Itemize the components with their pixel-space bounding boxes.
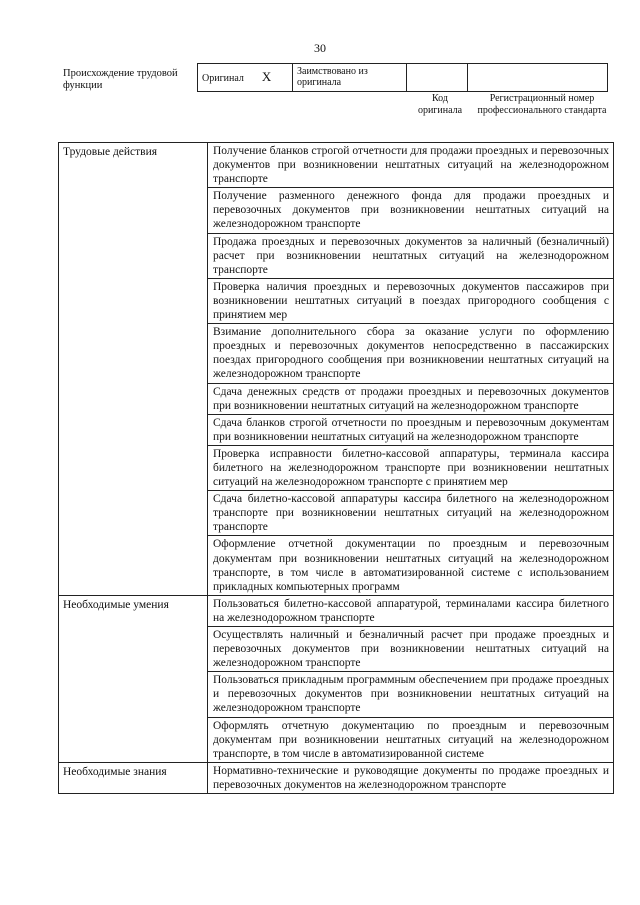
section-item: Осуществлять наличный и безналичный расчет при продаже проездных и перевозочных документов при возникновении нештатных ситуаций на железнодорожном транспорте [208,627,614,672]
page-number: 30 [314,41,326,55]
origin-original-mark: X [261,69,272,84]
origin-original-cell [198,64,293,92]
origin-code-caption: Код оригинала [417,93,463,116]
origin-table [197,63,608,92]
origin-label: Происхождение трудовой функции [63,68,178,91]
section-item: Взимание дополнительного сбора за оказание услуги по оформлению проездных и перевозочных документов непосредственно в пассажирских поездах пригородного сообщения при возникновении нештатных ситуаций на железнодорожном транспорте [208,324,614,383]
origin-regnum-cell [468,64,608,92]
section-item: Продажа проездных и перевозочных документов за наличный (безналичный) расчет при возникновении нештатных ситуаций на железнодорожном транспорте [208,233,614,278]
section-item: Оформление отчетной документации по проездным и перевозочным документам при возникновении нештатных ситуаций на железнодорожном транспорте, в том числе в автоматизированной системе с использованием прикладных компьютерных программ [208,536,614,595]
section-item: Получение бланков строгой отчетности для продажи проездных и перевозочных документов при возникновении нештатных ситуаций на железнодорожном транспорте [208,143,614,188]
function-table-body [59,143,614,794]
table-row [59,595,614,626]
section-item: Оформлять отчетную документацию по проездным и перевозочным документам при возникновении нештатных ситуаций на железнодорожном транспорте, в том числе в автоматизированной системе [208,717,614,762]
function-table [58,142,614,794]
table-row [59,762,614,793]
section-item: Проверка исправности билетно-кассовой аппаратуры, терминала кассира билетного на железнодорожном транспорте при возникновении нештатных ситуаций на железнодорожном транспорте с принятием мер [208,445,614,490]
section-item: Получение разменного денежного фонда для продажи проездных и перевозочных документов при возникновении нештатных ситуаций на железнодорожном транспорте [208,188,614,233]
origin-code-cell [407,64,468,92]
section-label: Необходимые умения [59,595,208,762]
section-item: Пользоваться билетно-кассовой аппаратурой, терминалами кассира билетного на железнодорожном транспорте [208,595,614,626]
origin-original-label: Оригинал [202,73,244,84]
origin-borrowed-cell: Заимствовано из оригинала [293,64,407,92]
origin-regnum-caption: Регистрационный номер профессионального стандарта [477,93,607,116]
section-item: Проверка наличия проездных и перевозочных документов пассажиров при возникновении нештатных ситуаций в поездах пригородного сообщения с принятием мер [208,278,614,323]
table-row [59,143,614,188]
section-item: Сдача денежных средств от продажи проездных и перевозочных документов при возникновении нештатных ситуаций на железнодорожном транспорте [208,383,614,414]
section-label: Необходимые знания [59,762,208,793]
section-item: Пользоваться прикладным программным обеспечением при продаже проездных и перевозочных документов при возникновении нештатных ситуаций на железнодорожном транспорте [208,672,614,717]
section-item: Нормативно-технические и руководящие документы по продаже проездных и перевозочных документов на железнодорожном транспорте [208,762,614,793]
section-item: Сдача бланков строгой отчетности по проездным и перевозочным документам при возникновении нештатных ситуаций на железнодорожном транспорте [208,414,614,445]
section-item: Сдача билетно-кассовой аппаратуры кассира билетного на железнодорожном транспорте при возникновении нештатных ситуаций на железнодорожном транспорте [208,491,614,536]
section-label: Трудовые действия [59,143,208,596]
